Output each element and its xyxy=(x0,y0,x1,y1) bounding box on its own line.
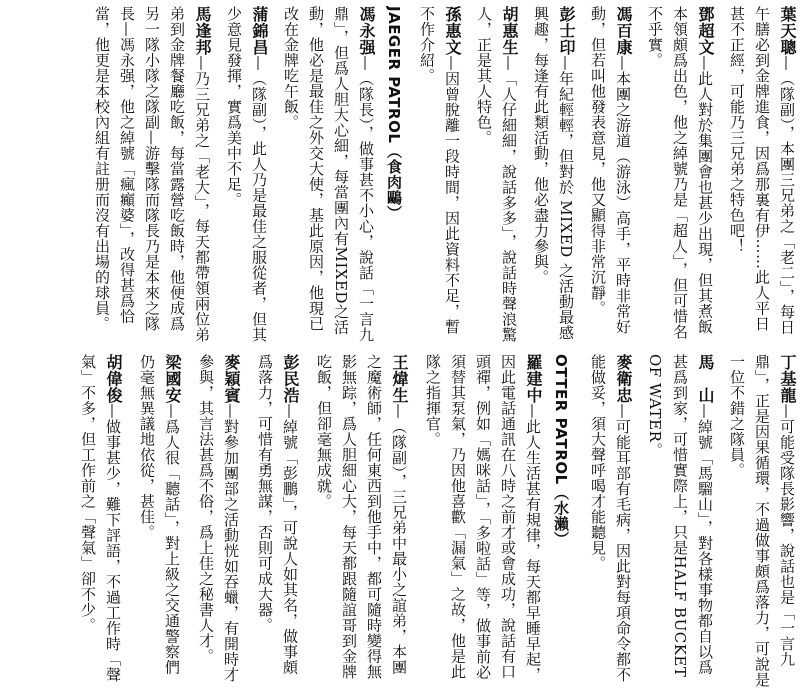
bottom-section xyxy=(0,354,800,690)
member-entry xyxy=(193,354,244,690)
top-section xyxy=(0,6,800,346)
member-name: 彭民浩 xyxy=(281,354,300,404)
member-entry xyxy=(89,6,215,346)
member-name: 胡惠生 xyxy=(500,6,519,56)
member-name: 葉天聰 xyxy=(778,6,797,56)
patrol-heading: JAEGER PATROL（食肉鷗） xyxy=(385,6,403,221)
member-description: —綽號「彭鵬」，可說人如其名，做事頗爲落力，可惜有勇無謀，否則可成大器。 xyxy=(256,354,299,675)
member-description: —可能受隊長影響，說話也是「一言九鼎」，正是因果循環，不過做事頗爲落力，可說是一位不錯之隊員。 xyxy=(728,354,796,688)
member-description: —「人仔細細，說話多多」，說話時聲浪驚人，正是其人特色。 xyxy=(475,6,518,343)
member-name: 麥衛忠 xyxy=(614,354,633,404)
member-entry xyxy=(278,6,379,346)
member-description: —做事甚少，難下評語，不過工作時「聲氣」不多，但工作前之「聲氣」卻不少。 xyxy=(79,354,122,683)
member-name: 孫惠文 xyxy=(443,6,462,56)
member-entry xyxy=(75,354,126,690)
member-description: —（隊副），三兄弟中最小之誼弟，本團之魔術師，任何東西到他手中，都可隨時變得無影無踪，爲人胆細心大，每天都跟隨誼哥到金牌吃飯，但卻毫無成就。 xyxy=(315,354,408,680)
member-entry xyxy=(585,354,636,690)
member-entry xyxy=(528,6,579,346)
member-name: 羅建中 xyxy=(524,354,543,404)
patrol-heading: OTTER PATROL（水瀨） xyxy=(552,354,570,547)
member-description: —年紀輕輕，但對於 MIXED 之活動最感興趣，每逢有此類活動，他必盡力參與。 xyxy=(532,6,575,341)
member-name: 鄧超文 xyxy=(696,6,715,56)
member-name: 彭士印 xyxy=(557,6,576,56)
member-entry xyxy=(221,6,272,346)
member-name: 麥穎賓 xyxy=(222,354,241,404)
member-entry xyxy=(642,6,718,346)
member-entry xyxy=(642,354,718,690)
member-entry xyxy=(420,354,546,690)
member-description: —本團之游道（游泳）高手，平時非常好動，但若叫他發表意見，他又顯得非常沉靜。 xyxy=(589,6,632,335)
member-description: —乃三兄弟之「老大」，每天都帶領兩位弟弟到金牌餐廳吃飯，每當露營吃飯時，他便成爲另一隊小隊之隊副—游擊隊而隊長乃是本來之隊長—馮永强，他之綽號「瘋癲婆」，改得甚爲恰當，他更是本校內組有註册而沒有出場的球員。 xyxy=(93,6,211,343)
member-name: 胡偉俊 xyxy=(104,354,123,404)
member-name: 蒲錦昌 xyxy=(250,6,269,56)
member-entry xyxy=(724,6,800,346)
member-entry xyxy=(414,6,465,346)
member-description: —（隊副），此人乃是最佳之服從者，但其少意見發揮，實爲美中不足。 xyxy=(225,6,268,343)
member-entry xyxy=(585,6,636,346)
member-description: —可能耳部有毛病，因此對每項命令都不能做妥，須大聲呼喝才能聽見。 xyxy=(589,354,632,683)
member-entry xyxy=(724,354,800,690)
member-name: 王煒生 xyxy=(390,354,409,404)
member-description: —因曾脫離一段時間，因此資料不足，暫不作介紹。 xyxy=(418,6,461,335)
member-name: 梁國安 xyxy=(163,354,182,404)
member-description: —爲人很「聽話」，對上級之交通警察們仍毫無異議地依從，甚佳。 xyxy=(138,354,181,675)
member-name: 馮百康 xyxy=(614,6,633,56)
member-name: 丁基龍 xyxy=(778,354,797,404)
member-description: —對參加團部之活動恍如吞蠟，有開時才參與，其言法甚爲不俗，爲上佳之秘書人才。 xyxy=(197,354,240,683)
member-entry xyxy=(134,354,185,690)
member-description: —（隊長），做事甚不小心，說話「一言九鼎」，但爲人胆大心細，每當團內有MIXED之活動，他必是最佳之外交大使，基此原因，他現已改在金牌吃午飯。 xyxy=(282,6,375,343)
member-name: 馬逢邦 xyxy=(193,6,212,56)
member-description: —此人生活甚有規律，每天都早睡早起，因此電話通訊在八時之前才或會成功，說話有口頭禪，例如「媽咪話」，「多啦話」等，做事前必須替其泵氣，乃因他喜歡「漏氣」之故，他是此隊之指揮官。 xyxy=(424,354,542,683)
member-description: —此人對於集團會也甚少出現，但其煮飯本領頗爲出色，他之綽號乃是「超人」，但可惜名不乎實。 xyxy=(646,6,714,340)
member-name: 馬 山 xyxy=(696,354,715,404)
member-description: —綽號「馬騮山」，對各樣事物都自以爲甚爲到家，可惜實際上，只是HALF BUCKET OF WATER。 xyxy=(646,354,714,678)
member-entry xyxy=(471,6,522,346)
member-entry xyxy=(311,354,412,690)
member-entry xyxy=(252,354,303,690)
member-description: —（隊副），本團三兄弟之「老二」，每日午膳必到金牌進食，因爲那裏有伊……此人平日甚不正經，可能乃三兄弟之特色吧！ xyxy=(728,6,796,335)
member-name: 馮永强 xyxy=(357,6,376,56)
